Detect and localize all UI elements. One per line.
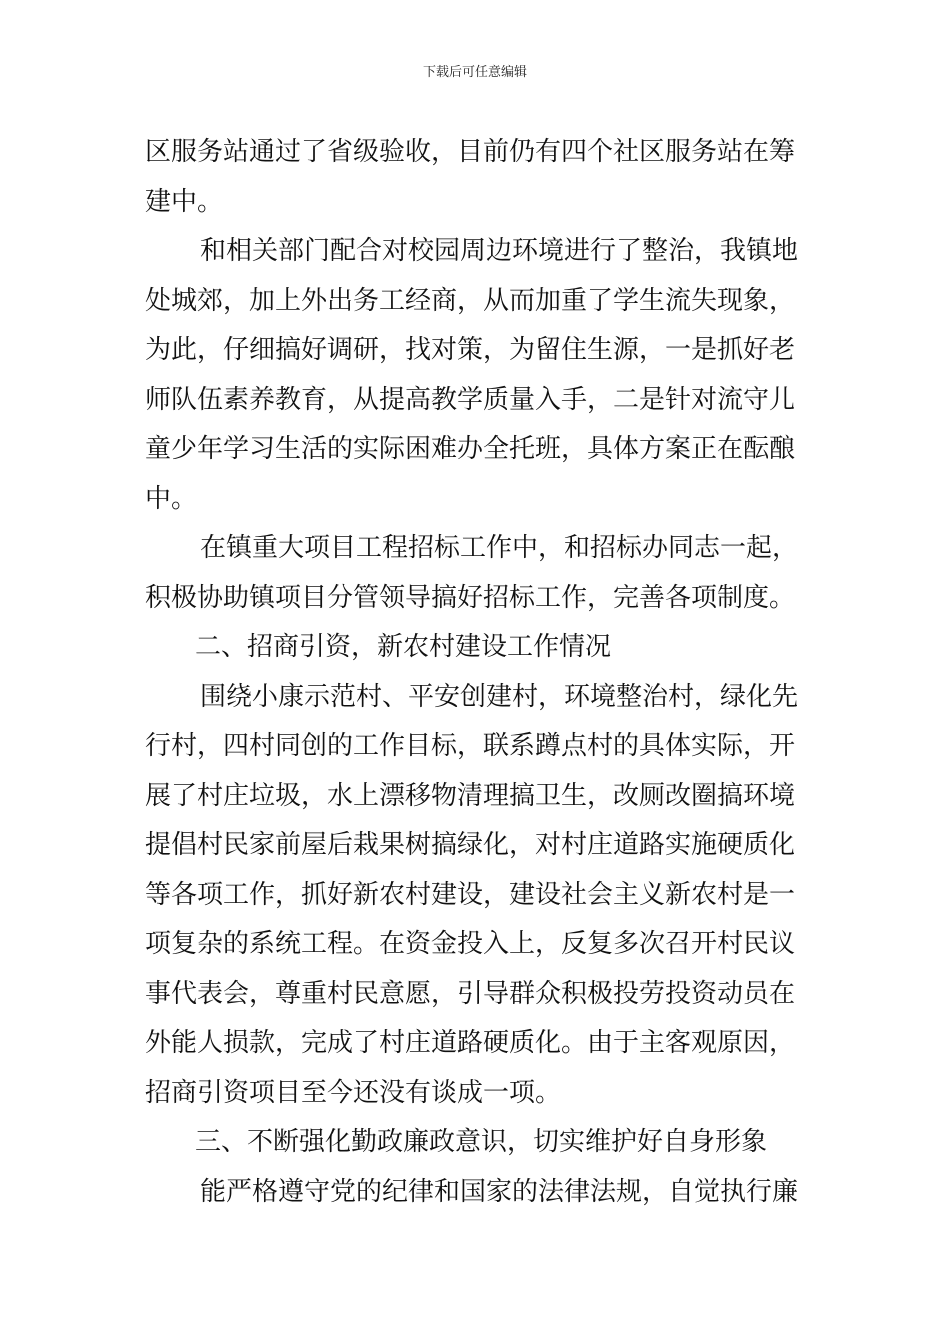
text-line: 中。 bbox=[145, 483, 198, 514]
text-line: 外能人损款，完成了村庄道路硬质化。由于主客观原因， bbox=[145, 1028, 796, 1058]
text-line: 能严格遵守党的纪律和国家的法律法规，自觉执行廉 bbox=[200, 1176, 799, 1207]
text-line: 在镇重大项目工程招标工作中，和招标办同志一起， bbox=[200, 533, 799, 563]
page-header: 下载后可任意编辑 bbox=[422, 65, 527, 80]
heading-line: 二、招商引资，新农村建设工作情况 bbox=[195, 632, 612, 662]
text-line: 提倡村民家前屋后栽果树搞绿化，对村庄道路实施硬质化 bbox=[145, 830, 796, 860]
text-line: 建中。 bbox=[145, 186, 224, 217]
paragraph bbox=[145, 524, 810, 623]
text-line: 为此，仔细搞好调研，找对策，为留住生源，一是抓好老 bbox=[145, 335, 796, 365]
text-line: 招商引资项目至今还没有谈成一项。 bbox=[145, 1077, 562, 1108]
text-line: 围绕小康示范村、平安创建村，环境整治村，绿化先 bbox=[200, 681, 799, 712]
text-line: 等各项工作，抓好新农村建设，建设社会主义新农村是一 bbox=[145, 879, 796, 910]
paragraph bbox=[145, 227, 810, 524]
text-line: 项复杂的系统工程。在资金投入上，反复多次召开村民议 bbox=[145, 929, 796, 959]
section-heading bbox=[145, 623, 810, 673]
paragraph bbox=[145, 673, 810, 1119]
paragraph bbox=[145, 1168, 810, 1218]
text-line: 积极协助镇项目分管领导搞好招标工作，完善各项制度。 bbox=[145, 582, 796, 613]
text-line: 展了村庄垃圾，水上漂移物清理搞卫生，改厕改圈搞环境 bbox=[145, 780, 796, 811]
text-line: 事代表会，尊重村民意愿，引导群众积极投劳投资动员在 bbox=[145, 978, 796, 1009]
section-heading bbox=[145, 1118, 810, 1168]
text-line: 童少年学习生活的实际困难办全托班，具体方案正在酝酿 bbox=[145, 434, 796, 464]
document-body bbox=[145, 128, 810, 1217]
text-line: 师队伍素养教育，从提高教学质量入手，二是针对流守儿 bbox=[145, 384, 796, 415]
text-line: 行村，四村同创的工作目标，联系蹲点村的具体实际，开 bbox=[145, 731, 796, 761]
text-line: 区服务站通过了省级验收，目前仍有四个社区服务站在筹 bbox=[145, 137, 796, 167]
heading-line: 三、不断强化勤政廉政意识，切实维护好自身形象 bbox=[195, 1127, 768, 1157]
text-line: 和相关部门配合对校园周边环境进行了整治，我镇地 bbox=[200, 236, 799, 266]
paragraph bbox=[145, 128, 810, 227]
text-line: 处城郊，加上外出务工经商，从而加重了学生流失现象， bbox=[145, 285, 796, 316]
